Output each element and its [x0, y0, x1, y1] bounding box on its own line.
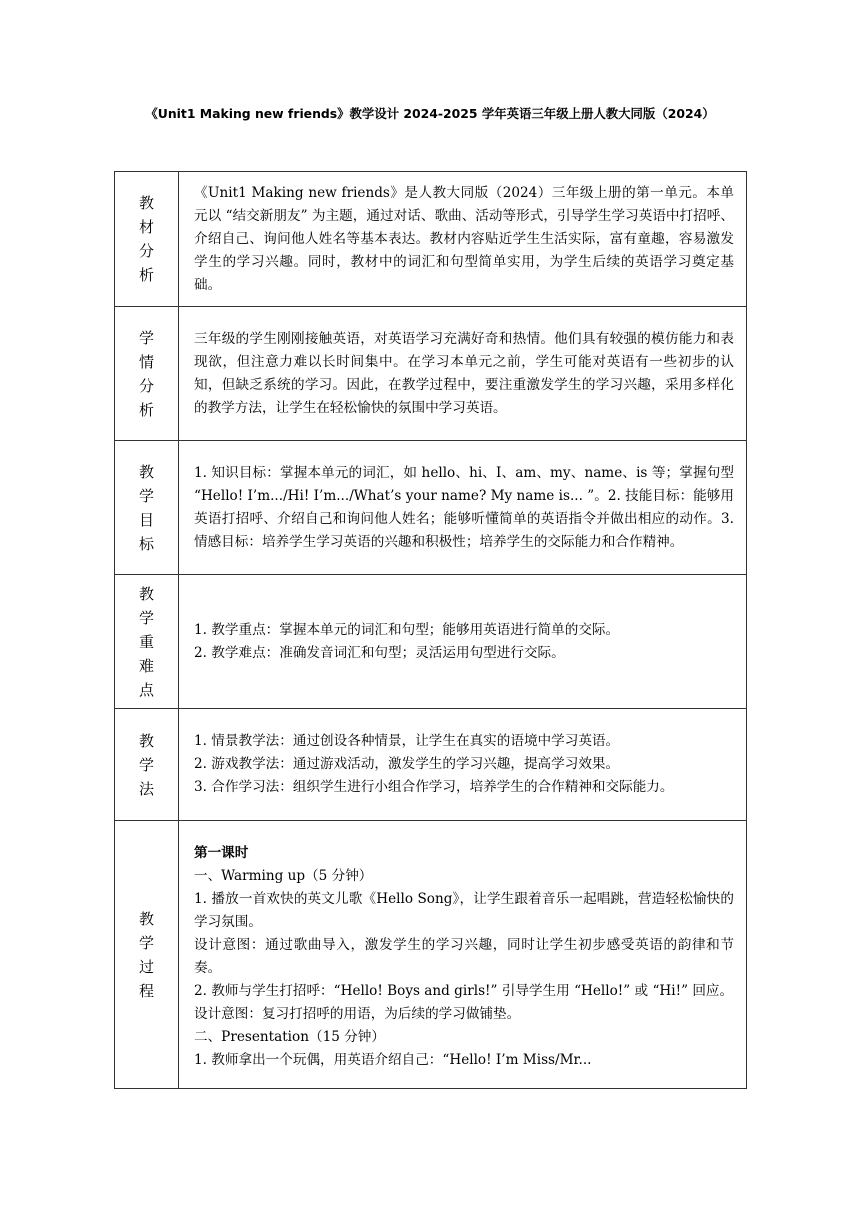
document-title: 《Unit1 Making new friends》教学设计 2024-2025 学年英语三年级上册人教大同版（2024）: [145, 106, 715, 121]
row-content-teaching-methods: [179, 709, 747, 821]
row-label-textbook-analysis: [115, 172, 179, 307]
content-paragraph: 2. 游戏教学法：通过游戏活动，激发学生的学习兴趣，提高学习效果。: [194, 756, 620, 772]
lesson-heading: 第一课时: [194, 845, 249, 861]
row-content-key-difficult-points: [179, 575, 747, 709]
row-label-text: 教 学 目 标: [138, 462, 154, 553]
row-content-teaching-objectives: [179, 441, 747, 575]
row-label-teaching-methods: [115, 709, 179, 821]
content-paragraph: 2. 教师与学生打招呼：“Hello! Boys and girls!” 引导学生用 “Hello!” 或 “Hi!” 回应。: [194, 983, 734, 999]
row-content-teaching-process: [179, 821, 747, 1089]
row-label-text: 教 学 重 难 点: [138, 584, 154, 699]
content-paragraph: 三年级的学生刚刚接触英语，对英语学习充满好奇和热情。他们具有较强的模仿能力和表现欲，但注意力难以长时间集中。在学习本单元之前，学生可能对英语有一些初步的认知，但缺乏系统的学习。因此，在教学过程中，要注重激发学生的学习兴趣，采用多样化的教学方法，让学生在轻松愉快的氛围中学习英语。: [194, 330, 734, 416]
table-row-learner-analysis: [115, 307, 747, 441]
content-paragraph: 2. 教学难点：准确发音词汇和句型；灵活运用句型进行交际。: [194, 644, 565, 661]
row-content-textbook-analysis: [179, 172, 747, 307]
content-paragraph: 3. 合作学习法：组织学生进行小组合作学习，培养学生的合作精神和交际能力。: [194, 779, 674, 795]
row-label-text: 教 学 法: [138, 731, 154, 798]
content-paragraph: 二、Presentation（15 分钟）: [194, 1029, 385, 1045]
content-paragraph: 1. 知识目标：掌握本单元的词汇，如 hello、hi、I、am、my、name、is 等；掌握句型 “Hello! I’m.../Hi! I’m.../What’s your name? My name is... ”。2. 技能目标：能够用英语打招呼、介绍自己和询问他人姓名；能够听懂简单的英语指令并做出相应的动作。3. 情感目标：培养学生学习英语的兴趣和积极性；培养学生的交际能力和合作精神。: [194, 464, 734, 550]
content-paragraph: 1. 教师拿出一个玩偶，用英语介绍自己：“Hello! I’m Miss/Mr...: [194, 1052, 592, 1068]
table-row-teaching-process: [115, 821, 747, 1089]
content-paragraph: 《Unit1 Making new friends》是人教大同版（2024）三年级上册的第一单元。本单元以 “结交新朋友” 为主题，通过对话、歌曲、活动等形式，引导学生学习英语中打招呼、介绍自己、询问他人姓名等基本表达。教材内容贴近学生生活实际，富有童趣，容易激发学生的学习兴趣。同时，教材中的词汇和句型简单实用，为学生后续的英语学习奠定基础。: [194, 184, 734, 293]
table-row-teaching-objectives: [115, 441, 747, 575]
content-paragraph: 1. 播放一首欢快的英文儿歌《Hello Song》，让学生跟着音乐一起唱跳，营造轻松愉快的学习氛围。: [194, 891, 734, 930]
table-row-teaching-methods: [115, 709, 747, 821]
row-label-key-difficult-points: [115, 575, 179, 709]
row-label-text: 教 材 分 析: [138, 194, 154, 284]
row-label-teaching-objectives: [115, 441, 179, 575]
content-paragraph: 一、Warming up（5 分钟）: [194, 868, 373, 884]
row-label-text: 教 学 过 程: [138, 909, 154, 1000]
row-label-text: 学 情 分 析: [138, 328, 154, 419]
content-paragraph: 设计意图：通过歌曲导入，激发学生的学习兴趣，同时让学生初步感受英语的韵律和节奏。: [194, 937, 734, 976]
table-row-key-difficult-points: [115, 575, 747, 709]
content-paragraph: 1. 教学重点：掌握本单元的词汇和句型；能够用英语进行简单的交际。: [194, 621, 620, 638]
row-content-learner-analysis: [179, 307, 747, 441]
row-label-teaching-process: [115, 821, 179, 1089]
lesson-plan-table: [114, 171, 747, 1089]
content-paragraph: 设计意图：复习打招呼的用语，为后续的学习做铺垫。: [194, 1006, 521, 1022]
row-label-learner-analysis: [115, 307, 179, 441]
content-paragraph: 1. 情景教学法：通过创设各种情景，让学生在真实的语境中学习英语。: [194, 733, 620, 749]
table-row-textbook-analysis: [115, 172, 747, 307]
